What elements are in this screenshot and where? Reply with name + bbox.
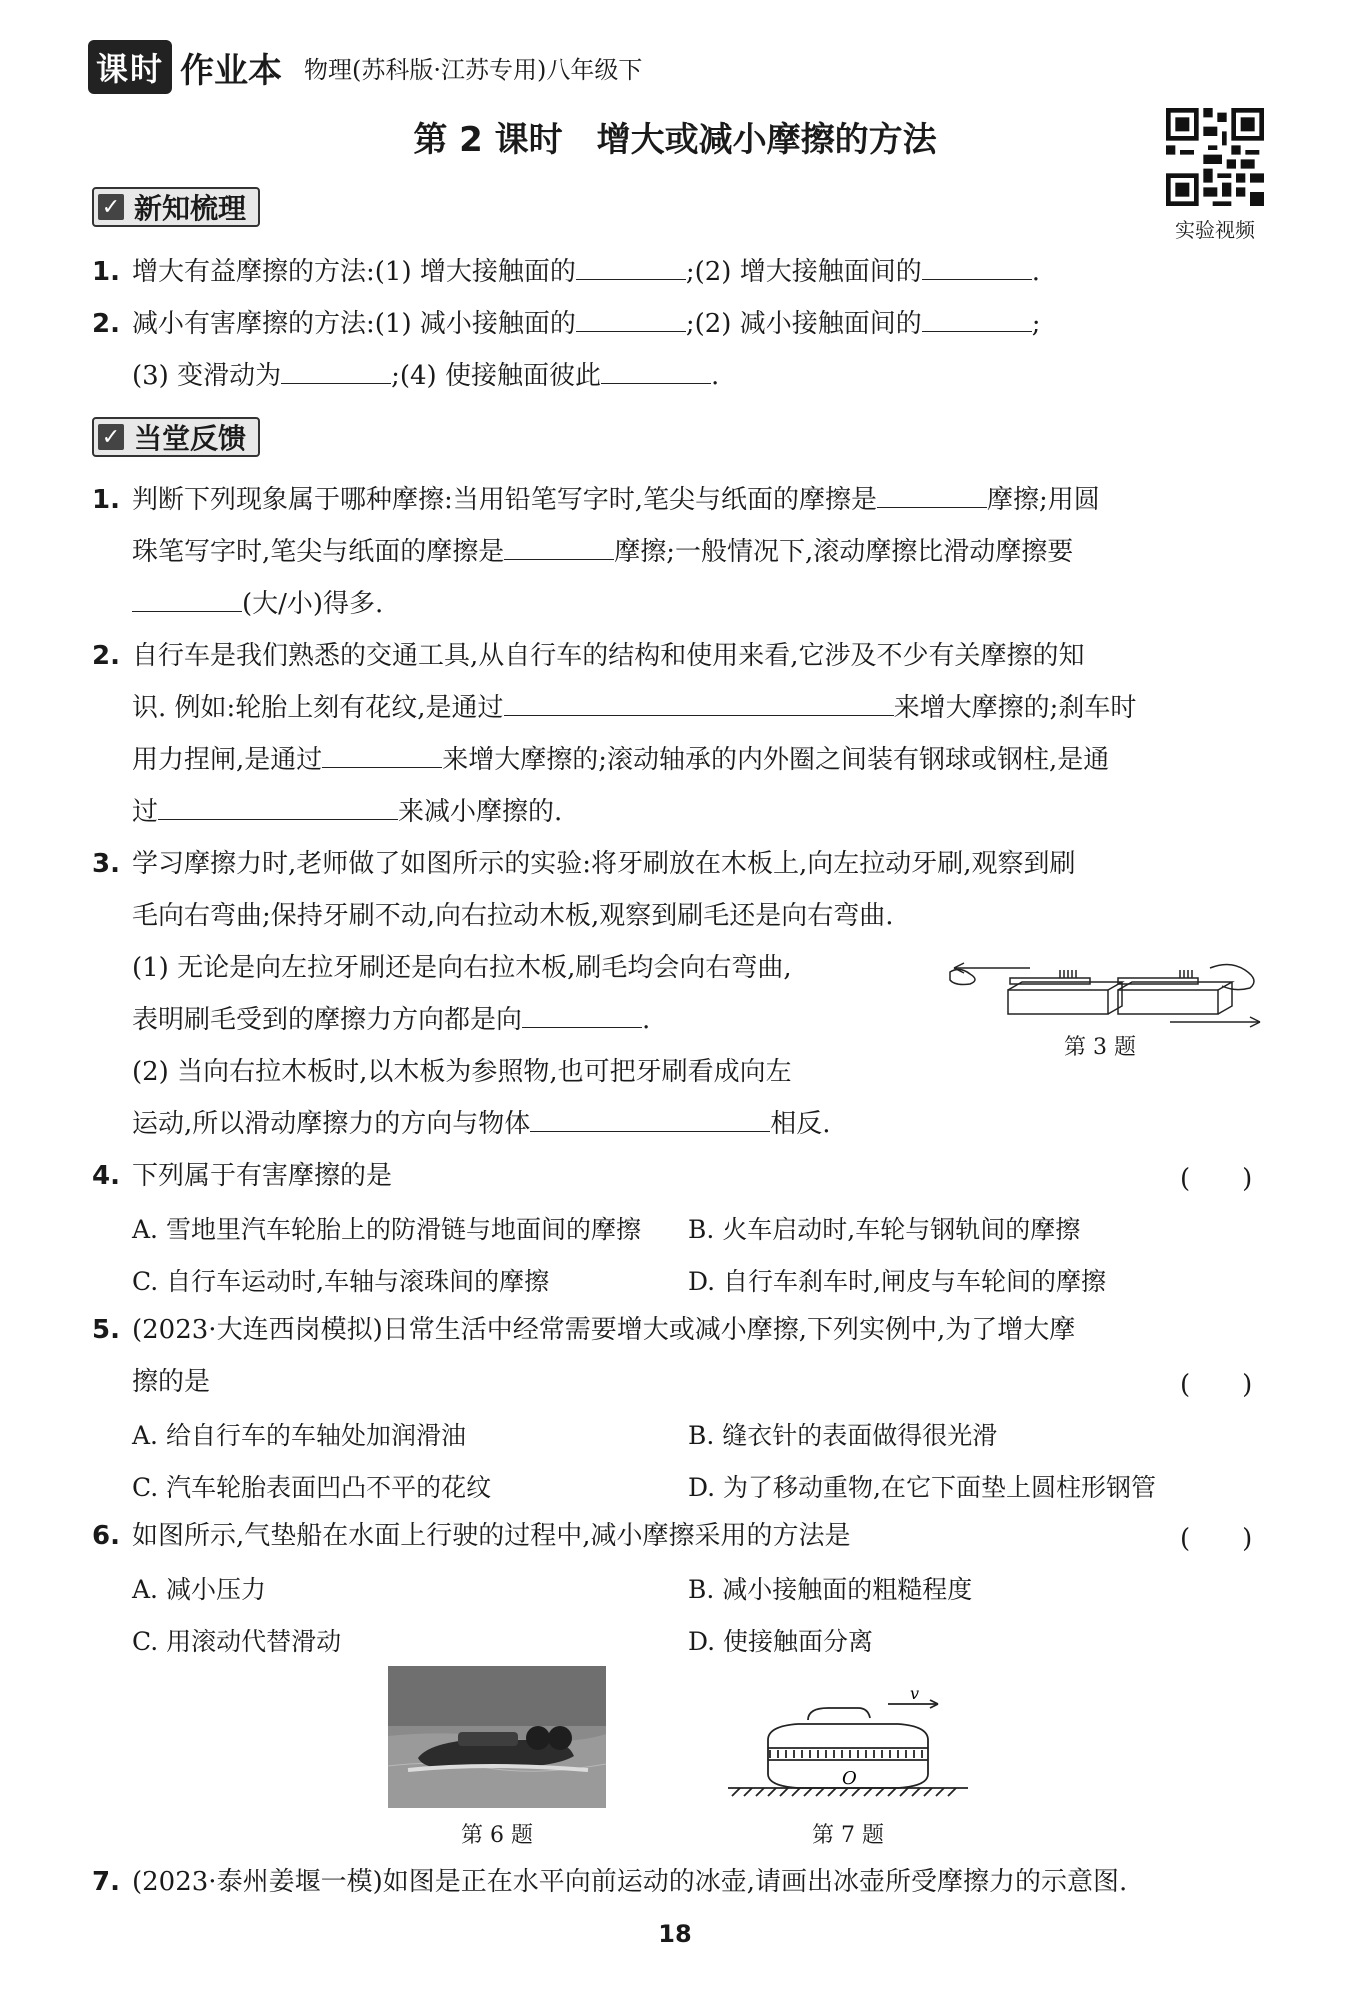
option-c[interactable]: C. 用滚动代替滑动 [132, 1627, 342, 1656]
q3-line-1: 3. 学习摩擦力时,老师做了如图所示的实验:将牙刷放在木板上,向左拉动牙刷,观察到刷 [92, 849, 1076, 879]
q6-stem: 6. 如图所示,气垫船在水面上行驶的过程中,减小摩擦采用的方法是 [92, 1521, 851, 1551]
q5-line-2: 擦的是 [132, 1367, 211, 1397]
answer-blank[interactable] [530, 1107, 770, 1132]
page-number: 18 [658, 1920, 692, 1948]
answer-blank[interactable] [922, 307, 1032, 332]
q2-line-2: 识. 例如:轮胎上刻有花纹,是通过 来增大摩擦的;刹车时 [132, 693, 1137, 723]
figure-caption-3: 第 3 题 [1064, 1035, 1136, 1060]
section-feedback [92, 418, 260, 456]
center-label: O [842, 1768, 857, 1789]
answer-blank[interactable] [576, 255, 686, 280]
answer-blank[interactable] [281, 359, 391, 384]
q3-line-4: 表明刷毛受到的摩擦力方向都是向 . [132, 1005, 651, 1035]
brand-logo: 课时 [88, 40, 172, 94]
section-new-knowledge [92, 188, 260, 226]
check-icon: ✓ [98, 424, 124, 450]
option-d[interactable]: D. 使接触面分离 [688, 1627, 874, 1656]
answer-blank[interactable] [576, 307, 686, 332]
answer-blank[interactable] [877, 483, 987, 508]
figure-caption-7: 第 7 题 [812, 1823, 884, 1848]
toothbrush-experiment-figure [940, 958, 1270, 1028]
hovercraft-photo [388, 1666, 606, 1808]
option-a[interactable]: A. 雪地里汽车轮胎上的防滑链与地面间的摩擦 [132, 1215, 641, 1244]
q1-line-2: 珠笔写字时,笔尖与纸面的摩擦是 摩擦;一般情况下,滚动摩擦比滑动摩擦要 [132, 537, 1074, 567]
option-a[interactable]: A. 给自行车的车轴处加润滑油 [132, 1421, 466, 1450]
velocity-label: v [910, 1690, 920, 1703]
answer-blank[interactable] [158, 795, 398, 820]
q4-stem: 4. 下列属于有害摩擦的是 [92, 1161, 393, 1191]
subject-label: 物理(苏科版·江苏专用)八年级下 [304, 55, 643, 84]
section-label: 新知梳理 [134, 192, 247, 225]
option-d[interactable]: D. 为了移动重物,在它下面垫上圆柱形钢管 [688, 1473, 1156, 1502]
new-item-1: 1. 增大有益摩擦的方法:(1) 增大接触面的 ;(2) 增大接触面间的 . [92, 257, 1040, 287]
option-c[interactable]: C. 汽车轮胎表面凹凸不平的花纹 [132, 1473, 492, 1502]
curling-stone-figure [728, 1690, 968, 1810]
answer-blank[interactable] [601, 359, 711, 384]
new-item-2-cont: (3) 变滑动为 ;(4) 使接触面彼此 . [132, 361, 720, 391]
answer-blank[interactable] [522, 1003, 642, 1028]
q2-line-4: 过 来减小摩擦的. [132, 797, 563, 827]
answer-blank[interactable] [922, 255, 1032, 280]
answer-blank[interactable] [322, 743, 442, 768]
check-icon: ✓ [98, 194, 124, 220]
answer-blank[interactable] [504, 535, 614, 560]
option-d[interactable]: D. 自行车刹车时,闸皮与车轮间的摩擦 [688, 1267, 1106, 1296]
lesson-title: 第 2 课时 增大或减小摩擦的方法 [413, 120, 937, 160]
option-b[interactable]: B. 减小接触面的粗糙程度 [688, 1575, 973, 1604]
q3-line-6: 运动,所以滑动摩擦力的方向与物体 相反. [132, 1109, 831, 1139]
q3-line-3: (1) 无论是向左拉牙刷还是向右拉木板,刷毛均会向右弯曲, [132, 953, 792, 983]
answer-paren[interactable]: ( ) [1180, 1524, 1253, 1554]
q5-line-1: 5. (2023·大连西岗模拟)日常生活中经常需要增大或减小摩擦,下列实例中,为了增大摩 [92, 1315, 1076, 1345]
q1-line-3: (大/小)得多. [132, 586, 1312, 622]
q3-line-2: 毛向右弯曲;保持牙刷不动,向右拉动木板,观察到刷毛还是向右弯曲. [132, 901, 894, 931]
answer-blank[interactable] [504, 691, 894, 716]
brand-name: 作业本 [180, 50, 283, 91]
new-item-2: 2. 减小有害摩擦的方法:(1) 减小接触面的 ;(2) 减小接触面间的 ; [92, 309, 1041, 339]
q2-line-3: 用力捏闸,是通过 来增大摩擦的;滚动轴承的内外圈之间装有钢球或钢柱,是通 [132, 745, 1110, 775]
q1-line-1: 1. 判断下列现象属于哪种摩擦:当用铅笔写字时,笔尖与纸面的摩擦是 摩擦;用圆 [92, 485, 1100, 515]
book-header [88, 40, 642, 94]
option-a[interactable]: A. 减小压力 [132, 1575, 266, 1604]
qr-code-icon[interactable] [1166, 108, 1264, 206]
answer-paren[interactable]: ( ) [1180, 1370, 1253, 1400]
answer-paren[interactable]: ( ) [1180, 1164, 1253, 1194]
section-label: 当堂反馈 [134, 422, 247, 455]
option-c[interactable]: C. 自行车运动时,车轴与滚珠间的摩擦 [132, 1267, 550, 1296]
q3-line-5: (2) 当向右拉木板时,以木板为参照物,也可把牙刷看成向左 [132, 1057, 792, 1087]
qr-caption: 实验视频 [1175, 218, 1255, 242]
option-b[interactable]: B. 火车启动时,车轮与钢轨间的摩擦 [688, 1215, 1081, 1244]
answer-blank[interactable] [132, 587, 242, 612]
option-b[interactable]: B. 缝衣针的表面做得很光滑 [688, 1421, 998, 1450]
q7-stem: 7. (2023·泰州姜堰一模)如图是正在水平向前运动的冰壶,请画出冰壶所受摩擦力的示意图. [92, 1867, 1128, 1897]
figure-caption-6: 第 6 题 [461, 1823, 533, 1848]
q2-line-1: 2. 自行车是我们熟悉的交通工具,从自行车的结构和使用来看,它涉及不少有关摩擦的知 [92, 641, 1085, 671]
